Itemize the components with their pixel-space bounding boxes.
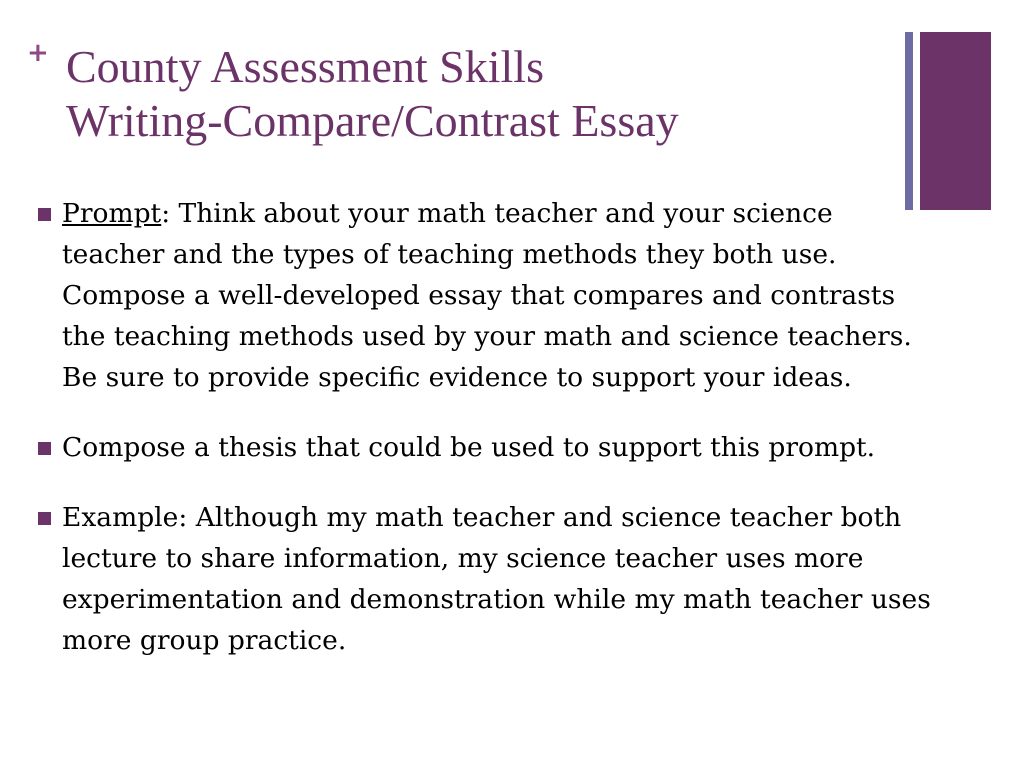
bullet-item-prompt <box>36 193 936 398</box>
decorative-block <box>920 32 991 210</box>
bullet-list <box>36 193 936 661</box>
slide-title <box>66 40 896 148</box>
bullet-item-thesis <box>36 427 936 468</box>
bullet-item-example <box>36 497 936 661</box>
plus-icon: + <box>27 38 49 68</box>
prompt-term: Prompt <box>62 198 162 229</box>
prompt-text: : Think about your math teacher and your science teacher and the types of teaching methods they both use. Compose a well-developed essay that compares and contrasts the teaching methods used by your math and science teachers. Be sure to provide specific evidence to support your ideas. <box>62 198 912 393</box>
decorative-thin-bar <box>905 32 913 210</box>
thesis-text: Compose a thesis that could be used to support this prompt. <box>62 432 876 463</box>
square-bullet-icon <box>38 512 51 525</box>
example-text: Example: Although my math teacher and science teacher both lecture to share information, my science teacher uses more experimentation and demonstration while my math teacher uses more group practice. <box>62 502 931 656</box>
title-line-1: County Assessment Skills <box>66 41 544 92</box>
square-bullet-icon <box>38 208 51 221</box>
title-line-2: Writing-Compare/Contrast Essay <box>66 95 679 146</box>
square-bullet-icon <box>38 442 51 455</box>
